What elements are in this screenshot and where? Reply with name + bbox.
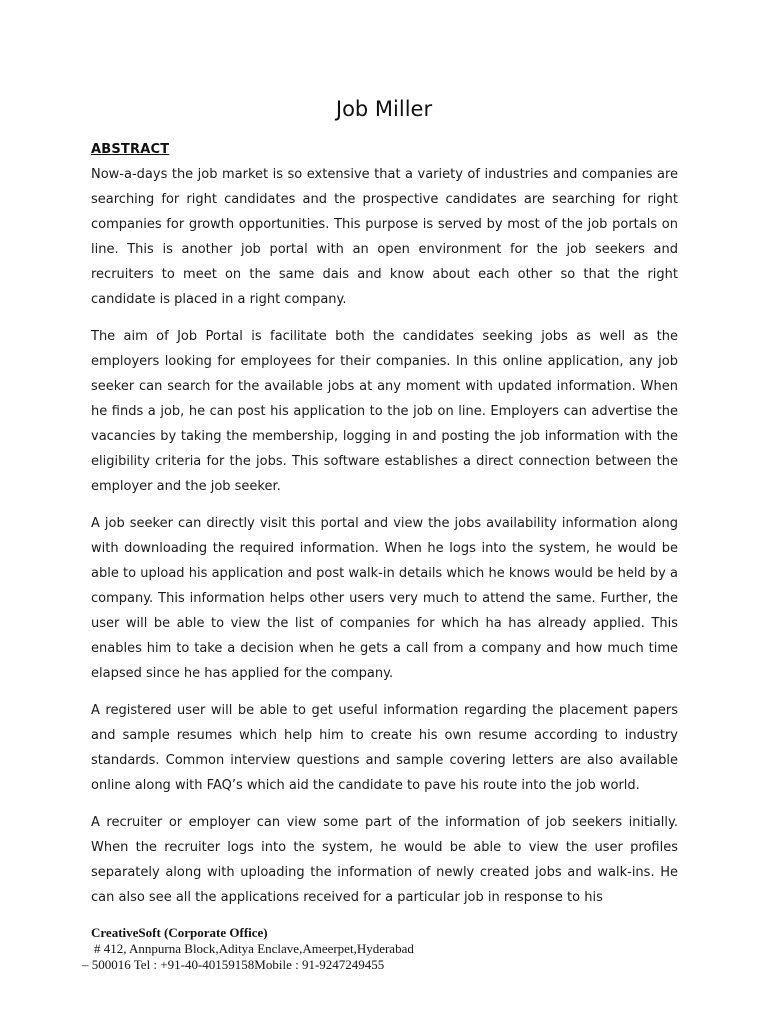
paragraph-recruiter: A recruiter or employer can view some part of the information of job seekers initially. When the recruiter logs into the system, he would be able to view the user profiles separately along with uploading the information of newly created jobs and walk-ins. He can also see all the applications received for a particular job in response to his xyxy=(91,815,678,905)
footer-address: # 412, Annpurna Block,Aditya Enclave,Ameerpet,Hyderabad xyxy=(94,941,414,956)
document-title: Job Miller xyxy=(335,97,433,121)
abstract-body xyxy=(91,162,678,922)
footer-company-name: CreativeSoft (Corporate Office) xyxy=(91,925,268,940)
footer-contact: – 500016 Tel : +91-40-40159158Mobile : 91-9247249455 xyxy=(82,957,385,972)
paragraph-job-seeker: A job seeker can directly visit this portal and view the jobs availability information along with downloading the required information. When he logs into the system, he would be able to upload his application and post walk-in details which he knows would be held by a company. This information helps other users very much to attend the same. Further, the user will be able to view the list of companies for which ha has already applied. This enables him to take a decision when he gets a call from a company and how much time elapsed since he has applied for the company. xyxy=(91,516,678,681)
paragraph-job-market: Now-a-days the job market is so extensive that a variety of industries and companies are searching for right candidates and the prospective candidates are searching for right companies for growth opportunities. This purpose is served by most of the job portals on line. This is another job portal with an open environment for the job seekers and recruiters to meet on the same dais and know about each other so that the right candidate is placed in a right company. xyxy=(91,167,678,307)
page-footer xyxy=(82,925,651,973)
paragraph-portal-aim: The aim of Job Portal is facilitate both the candidates seeking jobs as well as the employers looking for employees for their companies. In this online application, any job seeker can search for the available jobs at any moment with updated information. When he finds a job, he can post his application to the job on line. Employers can advertise the vacancies by taking the membership, logging in and posting the job information with the eligibility criteria for the jobs. This software establishes a direct connection between the employer and the job seeker. xyxy=(91,329,678,494)
abstract-heading: ABSTRACT xyxy=(91,142,170,157)
paragraph-registered-user: A registered user will be able to get useful information regarding the placement papers and sample resumes which help him to create his own resume according to industry standards. Common interview questions and sample covering letters are also available online along with FAQ’s which aid the candidate to pave his route into the job world. xyxy=(91,703,678,793)
